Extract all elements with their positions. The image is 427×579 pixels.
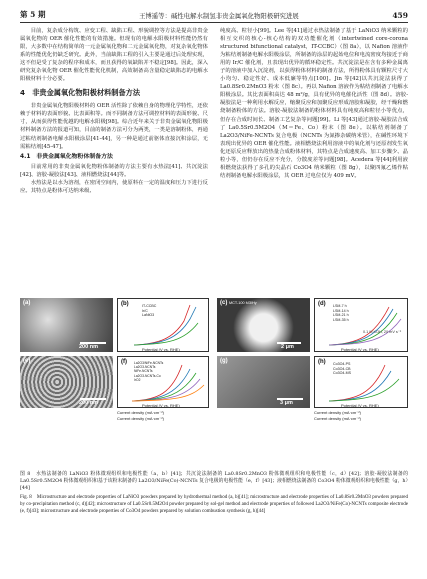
legend-item: IrO2 [134,377,141,382]
scale-label-a: 200 nm [79,344,98,350]
inset-note-d: 0.1 M KOH, 20 mV s⁻¹ [363,330,402,334]
panel-label-d: (d) [318,301,326,307]
panel-label-b: (b) [121,301,129,307]
x-axis-label-h: Potential (V vs. RHE) [341,403,379,408]
caption-chinese: 图 8 水热法制备的 LaNiO3 粉体微观组织和电极性能（a，b）[41]；共沉淀法制备的 La0.8Sr0.2MnO3 粉体微观组织和电极性能（c，d）[42]；溶胶-凝胶法制备的 La0.5Sr0.5M2O4 粉体微观组织和基于该粉末制备的 La2O3/NiFe(Co)-NCNTs 复合电极的电极性能（e，f）[43]；液相燃烧法制备的 Co3O4 粉体微观组织和电极性能（g，h）[44] [20,471,408,492]
figure-8 [20,298,408,468]
header-rule [20,22,408,23]
subsection-heading: 4.1 非贵金属氧化物粉体制备方法 [20,153,113,160]
legend-h [333,362,351,376]
running-title: 王博遥等：碱性电解水制氢非贵金属氧化物阳极研究进展 [139,12,299,20]
page-number: 459 [392,11,408,20]
plot-h-curves [315,357,408,408]
plot-f-curves [118,357,209,408]
scale-label-e: 200 nm [79,400,98,406]
legend-item: LaNiO3 [142,313,155,318]
plot-d-curves [315,299,408,352]
legend-item: LSM-21 h [333,313,349,318]
y-axis-label-d: Current density (mA·cm⁻²) [314,410,362,415]
right-column [220,27,408,180]
legend-item: La2O3-NCNTs-Co [134,373,161,378]
y-axis-label-f: Current density (mA·cm⁻²) [117,416,165,421]
running-header [20,8,408,20]
image-tag-c: MCT-100 M3/Hy [229,301,257,305]
panel-label-g: (g) [220,358,228,364]
x-axis-label-f: Potential (V vs. RHE) [142,403,180,408]
plot-h [314,356,408,408]
legend-d [333,304,349,322]
x-axis-label-b: Potential (V vs. RHE) [142,347,180,352]
legend-item: Co3O4-PS [333,362,351,366]
y-axis-label-h: Current density (mA·cm⁻²) [314,416,362,421]
plot-d [314,298,408,352]
legend-item: LSM-7 h [333,304,347,308]
sem-image-c [217,298,310,352]
panel-label-c: (c) [220,300,228,306]
panel-label-f: (f) [121,359,127,365]
scale-label-g: 3 μm [280,400,293,406]
panel-label-a: (a) [23,300,31,306]
section-heading: 4 非贵金属氧化物阳极材料制备方法 [20,88,141,98]
figure-caption [20,471,408,515]
legend-f [134,361,163,382]
paragraph: 纯度高、粒径小[99]。Lee 等[41]通过水热法制备了基于 LaNiO3 纳米颗粒的相互交织的核心-核心结构的双功能催化剂（intertwined core-corona structured bifunctional catalyst，IT-CCBC）（图 8a），以 Nafion 溶液作为粘结剂制备电解水阳极涂层，所制备的涂层的起始电位和电流密度均接近于商用的 Ir/C 催化剂，且表现出优异的循环稳定性。共沉淀法是在含有多种金属离子的溶液中加入沉淀剂，以获得粉体材料的制备方法，所得粉体具有颗粒尺寸大小均匀、稳定性好、成本低廉等特点[100]。Jin 等[42]以共沉淀法获得了 La0.8Sr0.2MnO3 粉末（图 8c）。再以 Nafion 溶液作为粘结剂制备了电解水阳极涂层。其比表面积高达 48 m²/g，具有优异的电催化活性（图 8d）。溶胶-凝胶法是一种利用水解反应，缩聚反应和加聚反应形成溶胶和凝胶，经干燥和燃烧制备粉体的方法。溶胶-凝胶法制备的粉体材料具有纯度高和粒径小等优点，但存在合成时间长、制备工艺复杂等问题[99]。Li 等[43]通过溶胶-凝胶法合成了 La0.5Sr0.5M2O4（M＝Fe、Co）粉末（图 8e）。以粘结剂制备了 La2O3/NiFe-NCNTs 复合电极（NCNTs 为氮掺杂碳纳米管），在碱性环境下表现出优异的 OER 催化性能。液相燃烧法利用溶液中的氧化剂与还原剂发生氧化还原反应释放出的热量合成粉体材料，其特点是合成速度高、加工步骤少、晶粒小等，但仍存在反应不充分，分散度差等问题[98]。Acedera 等[44]利用液相燃烧法获得了多孔的尖晶石 Co3O4 纳米颗粒（图 8g），以聚四氟乙烯作粘结剂制备电解水阳极涂层，其 OER 过电位仅为 409 mV。 [220,28,408,179]
legend-item: IT-CCBC [142,304,157,308]
panel-label-e: (e) [23,358,31,364]
scale-label-c: 2 μm [281,344,294,350]
paragraph: 目前，复杂成分构筑、应变工程、缺陷工程、形貌调控等方法是提高非贵金属氧化物的 OER 催化性能的有效措施。但现有的电解水阳极材料性能仍然有限，大多数中在结构简单的一元金属氧化物和二元金属氧化物，对复杂氧化物体系的性能优化仍缺乏研究。此外，当前缺陷工程的引入主要是通过后处理实现，这不但是受了复杂的程序和成本，而且获得的氧缺陷并不稳定[98]。因此，深入研究复杂氧化物 OER 催化性能优化机制，高效制备高含量稳定缺陷态的电解水阳极材料十分必要。 [20,28,208,83]
plot-b [117,298,209,352]
legend-item: Co3O4-CB [333,366,351,371]
left-column [20,27,208,195]
legend-item: La2O3/NiFe-NCNTs [134,361,164,365]
legend-item: LSM-35 h [333,317,349,322]
sem-image-a [20,298,113,352]
legend-b [142,304,156,318]
panel-label-h: (h) [318,359,326,365]
x-axis-label-d: Potential (V vs. RHE) [341,347,379,352]
y-axis-label-b: Current density (mA·cm⁻²) [117,410,165,415]
legend-item: La2O3-NCNTs [134,365,156,370]
caption-english: Fig. 8 Microstructure and electrode properties of LaNiO3 powders prepared by hydrothermal method (a, b)[41]; microstructure and electrode properties of La0.8Sr0.2MnO3 powders prepared by co-precipitation method (c, d)[42]; microstructure of La0.5Sr0.5M2O4 powder prepared by sol-gel method and electrode properties of followed La2O3/NiFe(Co)-NCNTs composite electrode (e, f)[43]; microstructure and electrode properties of Co3O4 powders prepared by solution combustion synthesis (g, h)[44] [20,494,409,515]
plot-b-curves [118,299,209,352]
paragraph: 非贵金属氧化物阳极材料的 OER 活性除了依赖自身的物理化学特性，还依赖于材料的表面形貌、比表面积等。而不同制备方法可调控材料的表面形貌、尺寸，从而获得性能优越的电解水阳极[98]。综合近年来关于非贵金属氧化物阳极材料制备方法的报道可知，目前的制备方法可分为两类，一类是溶制粉体，再通过粘结剂制备电解水阳极涂层[41-44]，另一种是通过前驱体直接沉积涂层，无需粘结剂[45-47]。 [20,103,208,150]
legend-item: Co3O4-MS [333,371,351,376]
legend-item: NiFe-NCNTs [134,369,153,374]
sem-image-e [20,356,113,408]
legend-item: LSM-14 h [333,308,349,313]
plot-f [117,356,209,408]
paragraph: 水热法是以水为溶剂，在密闭空间内，使原料在一定的温度和压力下进行反应。其特点是粉体可达纳米级、 [20,179,208,194]
legend-item: Ir/C [142,308,148,313]
paragraph: 目前常用的非贵金属氧化物粉体制备的方法主要有水热法[41]、共沉淀法[42]、溶胶-凝胶法[43]、液相燃烧法[44]等。 [20,163,208,178]
issue-number: 第 5 期 [20,10,46,19]
sem-image-g [217,356,310,408]
